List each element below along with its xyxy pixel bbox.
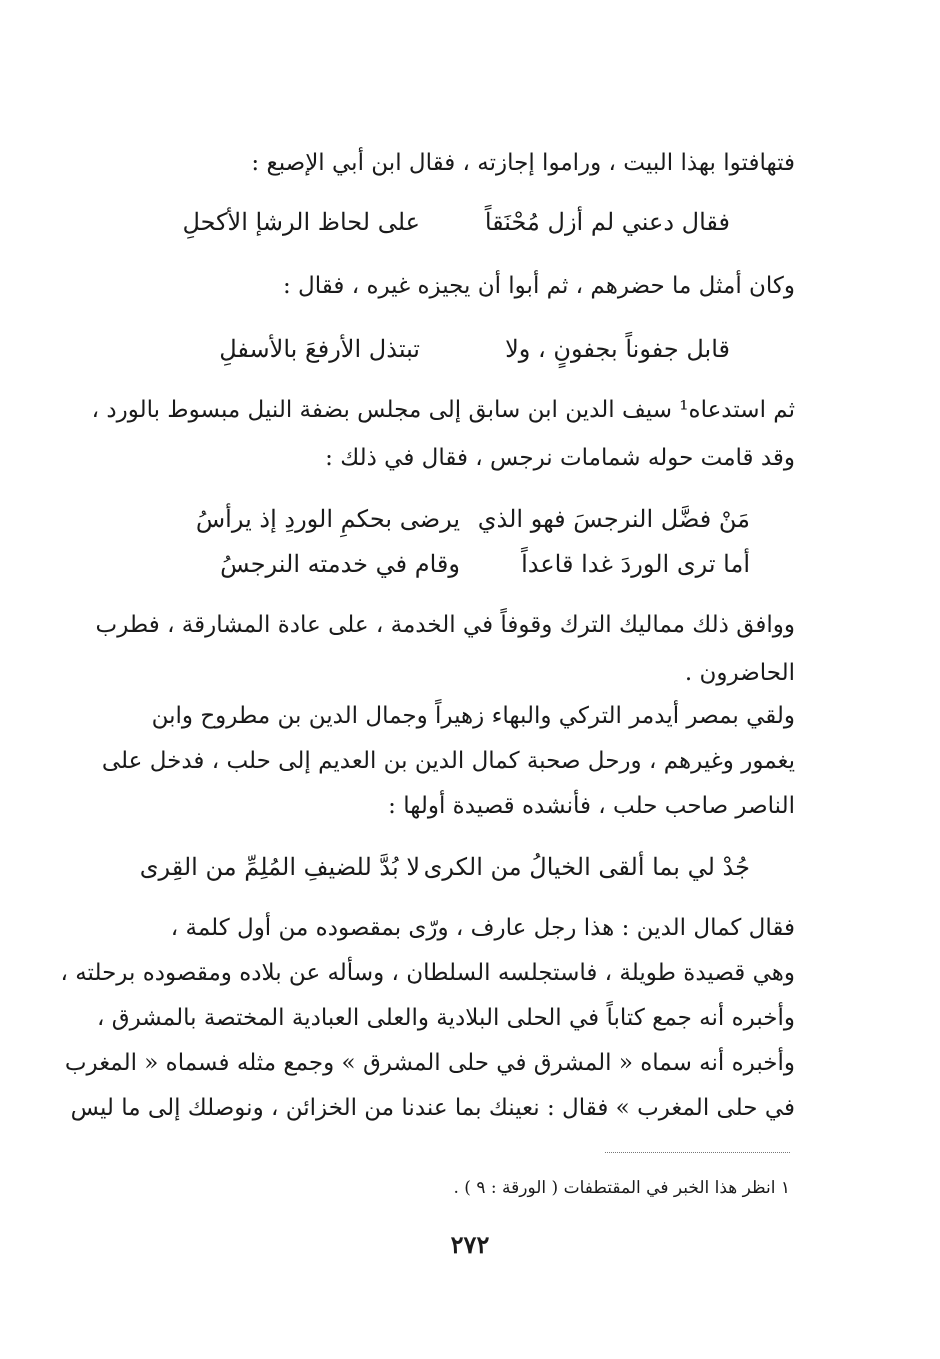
page-number: ٢٧٢ — [450, 1230, 490, 1259]
verse-first-hemistich: أما ترى الوردَ غدا قاعداً — [521, 550, 750, 578]
verse-first-hemistich: قابل جفوناً بجفونٍ ، ولا — [505, 335, 730, 363]
verse-second-hemistich: على لحاظ الرشإ الأكحلِ — [182, 208, 420, 236]
text-line: وأخبره أنه جمع كتاباً في الحلى البلادية والعلى العبادية المختصة بالمشرق ، — [97, 1005, 795, 1031]
text-line: الناصر صاحب حلب ، فأنشده قصيدة أولها : — [388, 793, 795, 819]
text-line: يغمور وغيرهم ، ورحل صحبة كمال الدين بن العديم إلى حلب ، فدخل على — [101, 748, 795, 774]
text-line: وأخبره أنه سماه « المشرق في حلى المشرق » وجمع مثله فسماه « المغرب — [64, 1050, 795, 1076]
verse-second-hemistich: لا بُدَّ للضيفِ المُلِمِّ من القِرى — [139, 853, 420, 881]
text-line: وكان أمثل ما حضرهم ، ثم أبوا أن يجيزه غيره ، فقال : — [282, 273, 795, 299]
verse-first-hemistich: فقال دعني لم أزل مُحْنَقاً — [484, 208, 730, 236]
text-line: ووافق ذلك مماليك الترك وقوفاً في الخدمة ، على عادة المشارقة ، فطرب — [95, 612, 795, 638]
footnote: ١ انظر هذا الخبر في المقتطفات ( الورقة : ٩ ) . — [453, 1178, 790, 1198]
text-line: الحاضرون . — [684, 660, 795, 686]
text-line: وقد قامت حوله شمامات نرجس ، فقال في ذلك : — [325, 445, 795, 471]
text-line: ثم استدعاه¹ سيف الدين ابن سابق إلى مجلس بضفة النيل مبسوط بالورد ، — [91, 397, 795, 423]
text-line: فتهافتوا بهذا البيت ، وراموا إجازته ، فقال ابن أبي الإصبع : — [251, 150, 795, 176]
text-line: فقال كمال الدين : هذا رجل عارف ، ورّى بمقصوده من أول كلمة ، — [170, 915, 795, 941]
text-line: في حلى المغرب » فقال : نعينك بما عندنا من الخزائن ، ونوصلك إلى ما ليس — [70, 1095, 795, 1121]
text-line: ولقي بمصر أيدمر التركي والبهاء زهيراً وجمال الدين بن مطروح وابن — [151, 703, 795, 729]
footnote-separator — [605, 1152, 790, 1153]
verse-first-hemistich: جُدْ لي بما ألقى الخيالُ من الكرى — [423, 853, 750, 881]
verse-second-hemistich: وقام في خدمته النرجسُ — [220, 550, 460, 578]
verse-second-hemistich: يرضى بحكمِ الوردِ إذ يرأسُ — [195, 505, 460, 533]
text-line: وهي قصيدة طويلة ، فاستجلسه السلطان ، وسأله عن بلاده ومقصوده برحلته ، — [60, 960, 795, 986]
verse-first-hemistich: مَنْ فضَّل النرجسَ فهو الذي — [477, 505, 750, 533]
verse-second-hemistich: تبتذل الأرفعَ بالأسفلِ — [219, 335, 420, 363]
